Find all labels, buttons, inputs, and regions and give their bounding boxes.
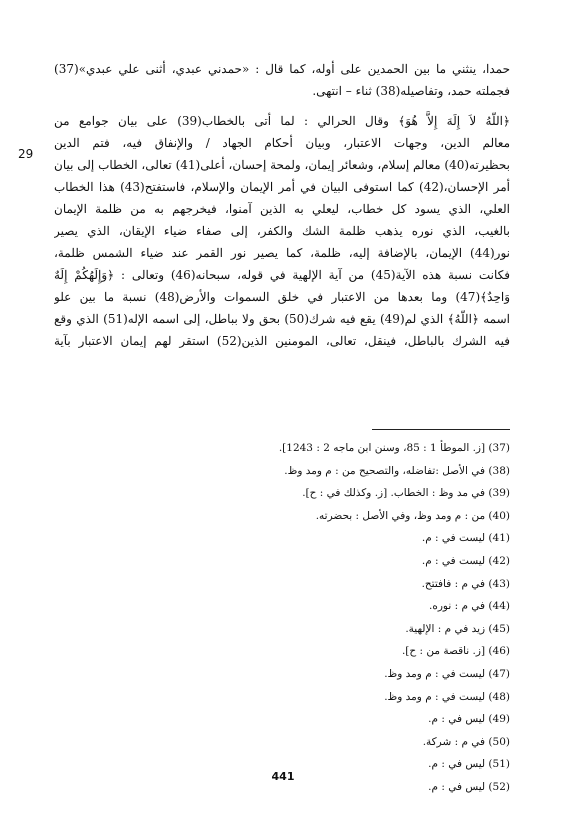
text-line: نور(44) الإيمان، بالإضافة إليه، ظلمة، كما يصير نور القمر عند ضياء الشمس ظلمة،: [54, 246, 510, 260]
footnote: (49) ليس في : م.: [428, 713, 510, 726]
footnote: (52) ليس في : م.: [428, 780, 510, 793]
text-line: ﴿اللّهُ لاَ إِلَهَ إِلاَّ هُوَ﴾ وقال الحرالي : لما أتى بالخطاب(39) على بيان جوامع من: [54, 114, 510, 128]
text-line: وَاحِدٌ﴾(47) وما بعدها من الاعتبار في خلق السموات والأرض(48) نسبة ما بين علو: [54, 290, 510, 304]
footnote: (39) في مد وظ : الخطاب. [ز. وكذلك في : ح].: [302, 487, 510, 500]
text-line: معالم الدين، وجهات الاعتبار، وبيان أحكام الجهاد / والإنفاق فيه، فتم الدين: [54, 136, 510, 150]
footnote: (45) زيد في م : الإلهية.: [405, 622, 510, 635]
footnote-separator: [372, 429, 510, 430]
footnote: (48) ليست في : م ومد وظ.: [384, 690, 510, 703]
page-number: 441: [271, 770, 295, 783]
text-line: فيه الشرك بالباطل، فينقل، تعالى، المومنين الذين(52) استقر لهم إيمان الاعتبار بآية: [54, 334, 510, 348]
footnote: (38) في الأصل :تفاضله، والتصحيح من : م ومد وظ.: [284, 464, 510, 477]
footnote: (40) من : م ومد وظ، وفي الأصل : بحضرته.: [315, 509, 510, 522]
footnote: (37) [ز. الموطأ 1 : 85، وسنن ابن ماجه 2 : 1243].: [278, 442, 510, 454]
text-line: اسمه ﴿اللّهُ﴾ الذي لم(49) يقع فيه شرك(50) بحق ولا بباطل، إلى اسمه الإله(51) الذي وقع: [54, 312, 510, 326]
footnote: (46) [ز. ناقصة من : ح].: [401, 645, 510, 658]
text-line: العلي، الذي يسود كل خطاب، ليعلي به الذين آمنوا، فيخرجهم به من ظلمة الإيمان: [54, 202, 510, 216]
footnote: (41) ليست في : م.: [421, 532, 510, 545]
footnote: (51) ليس في : م.: [428, 758, 510, 771]
text-line: بحظيرته(40) معالم إسلام، وشعائر إيمان، ولمحة إحسان، أعلى(41) تعالى، الخطاب إلى بيان: [54, 158, 510, 172]
footnote: (47) ليست في : م ومد وظ.: [384, 667, 510, 680]
text-line: فكانت نسبة هذه الآية(45) من آية الإلهية في قوله، سبحانه(46) وتعالى : ﴿وَإِلَهُكُمْ إِلَهٌ: [54, 268, 510, 282]
text-line: أمر الإحسان،(42) كما استوفى البيان في أمر الإيمان والإسلام، فاستفتح(43) هذا الخطاب: [54, 180, 510, 194]
footnote: (43) في م : فافتتح.: [421, 577, 510, 590]
footnotes: [60, 437, 510, 799]
paragraph-gap: [54, 102, 510, 110]
text-line: بالغيب، الذي نوره يذهب ظلمة الشك والكفر، إلى صفاء ضياء الإيقان، الذي يصير: [54, 224, 510, 238]
footnote: (42) ليست في : م.: [421, 554, 510, 567]
footnote: (50) في م : شركة.: [422, 735, 510, 748]
margin-number: 29: [18, 147, 34, 161]
text-line: فجملته حمد، وتفاصيله(38) ثناء – انتهى.: [312, 84, 510, 98]
text-line: حمدا، ينثني ما بين الحمدين على أوله، كما قال : «حمدني عبدي، أثنى علي عبدي»(37): [54, 62, 510, 76]
main-text: [54, 58, 510, 352]
footnote: (44) في م : نوره.: [429, 600, 510, 613]
